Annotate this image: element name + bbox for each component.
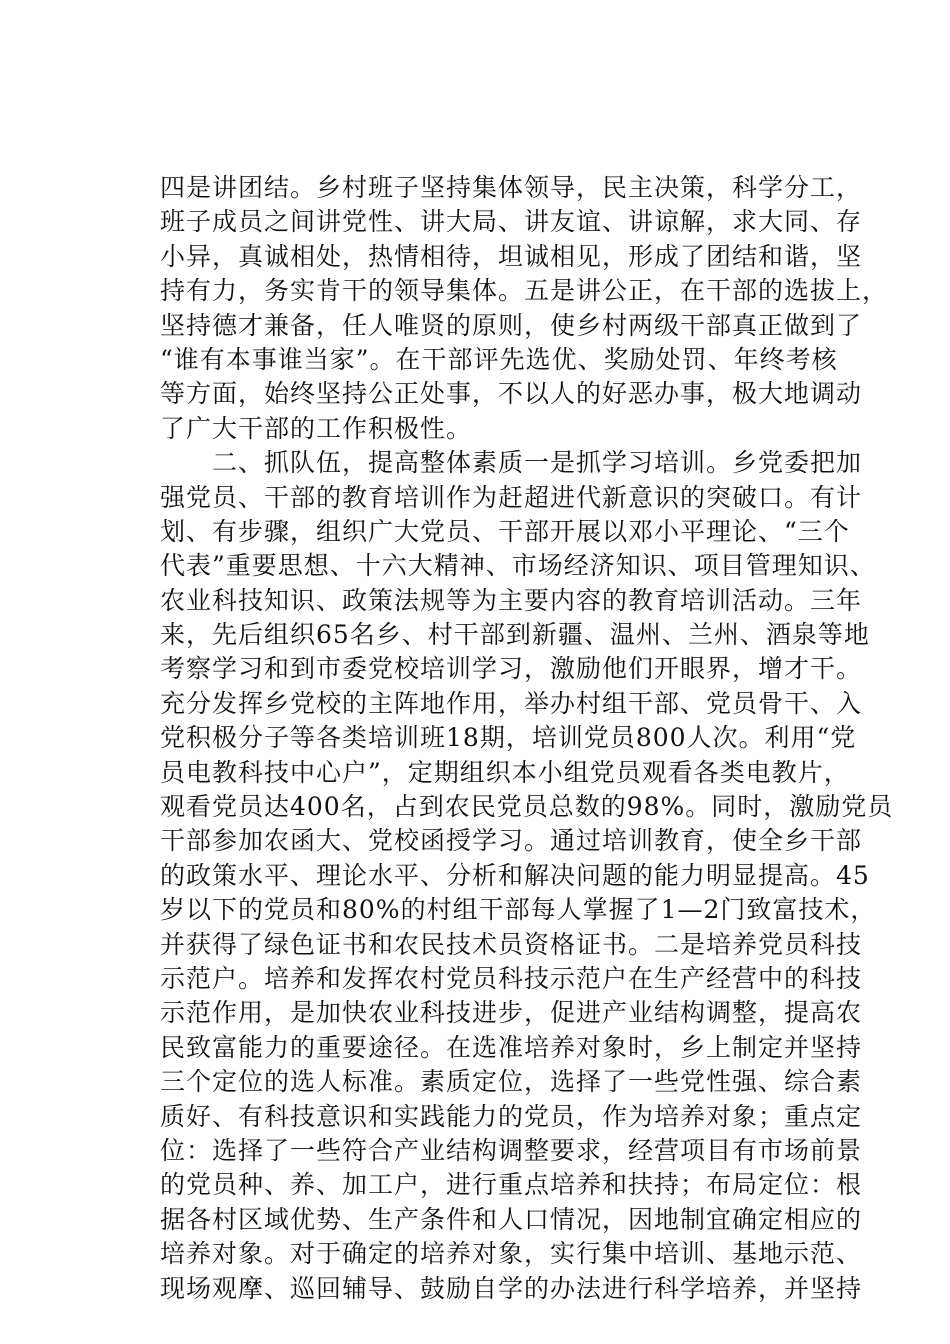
text-line: 坚持德才兼备，任人唯贤的原则，使乡村两级干部真正做到了	[160, 310, 863, 340]
text-line: 考察学习和到市委党校培训学习，激励他们开眼界，增才干。	[160, 654, 863, 684]
text-line: 党积极分子等各类培训班18期，培训党员800人次。利用“党	[160, 723, 857, 753]
text-line: 三个定位的选人标准。素质定位，选择了一些党性强、综合素	[160, 1067, 863, 1097]
text-line: 等方面，始终坚持公正处事，不以人的好恶办事，极大地调动	[160, 379, 863, 409]
text-line: 划、有步骤，组织广大党员、干部开展以邓小平理论、“三个	[160, 516, 850, 546]
text-line: 民致富能力的重要途径。在选准培养对象时，乡上制定并坚持	[160, 1032, 863, 1062]
text-line: 的政策水平、理论水平、分析和解决问题的能力明显提高。45	[160, 860, 870, 890]
text-line: 的党员种、养、加工户，进行重点培养和扶持；布局定位：根	[160, 1170, 863, 1200]
text-line: 并获得了绿色证书和农民技术员资格证书。二是培养党员科技	[160, 929, 863, 959]
text-line: 示范作用，是加快农业科技进步，促进产业结构调整，提高农	[160, 998, 863, 1028]
text-line: 现场观摩、巡回辅导、鼓励自学的办法进行科学培养，并坚持	[160, 1273, 863, 1303]
text-line: 来，先后组织65名乡、村干部到新疆、温州、兰州、酒泉等地	[160, 620, 870, 650]
text-line: 质好、有科技意识和实践能力的党员，作为培养对象；重点定	[160, 1101, 863, 1131]
text-line: 据各村区域优势、生产条件和人口情况，因地制宜确定相应的	[160, 1204, 863, 1234]
text-line: 二、抓队伍，提高整体素质一是抓学习培训。乡党委把加	[160, 448, 863, 478]
text-line: 班子成员之间讲党性、讲大局、讲友谊、讲谅解，求大同、存	[160, 207, 863, 237]
text-line: “谁有本事谁当家”。在干部评先选优、奖励处罚、年终考核	[160, 344, 838, 374]
text-line: 代表”重要思想、十六大精神、市场经济知识、项目管理知识、	[160, 551, 876, 581]
text-line: 强党员、干部的教育培训作为赶超进代新意识的突破口。有计	[160, 482, 863, 512]
text-line: 观看党员达400名，占到农民党员总数的98%。同时，激励党员	[160, 792, 894, 822]
text-line: 充分发挥乡党校的主阵地作用，举办村组干部、党员骨干、入	[160, 688, 863, 718]
text-line: 干部参加农函大、党校函授学习。通过培训教育，使全乡干部	[160, 826, 863, 856]
text-line: 持有力，务实肯干的领导集体。五是讲公正，在干部的选拔上，	[160, 276, 889, 306]
text-line: 了广大干部的工作积极性。	[160, 413, 473, 443]
text-line: 示范户。培养和发挥农村党员科技示范户在生产经营中的科技	[160, 963, 863, 993]
body-text	[160, 171, 894, 1306]
text-line: 位：选择了一些符合产业结构调整要求，经营项目有市场前景	[160, 1135, 863, 1165]
text-line: 培养对象。对于确定的培养对象，实行集中培训、基地示范、	[160, 1239, 863, 1269]
text-line: 四是讲团结。乡村班子坚持集体领导，民主决策，科学分工，	[160, 173, 863, 202]
text-line: 员电教科技中心户”，定期组织本小组党员观看各类电教片，	[160, 757, 850, 787]
text-line: 岁以下的党员和80%的村组干部每人掌握了1—2门致富技术，	[160, 895, 877, 925]
text-line: 农业科技知识、政策法规等为主要内容的教育培训活动。三年	[160, 585, 863, 615]
text-line: 小异，真诚相处，热情相待，坦诚相见，形成了团结和谐，坚	[160, 241, 863, 271]
